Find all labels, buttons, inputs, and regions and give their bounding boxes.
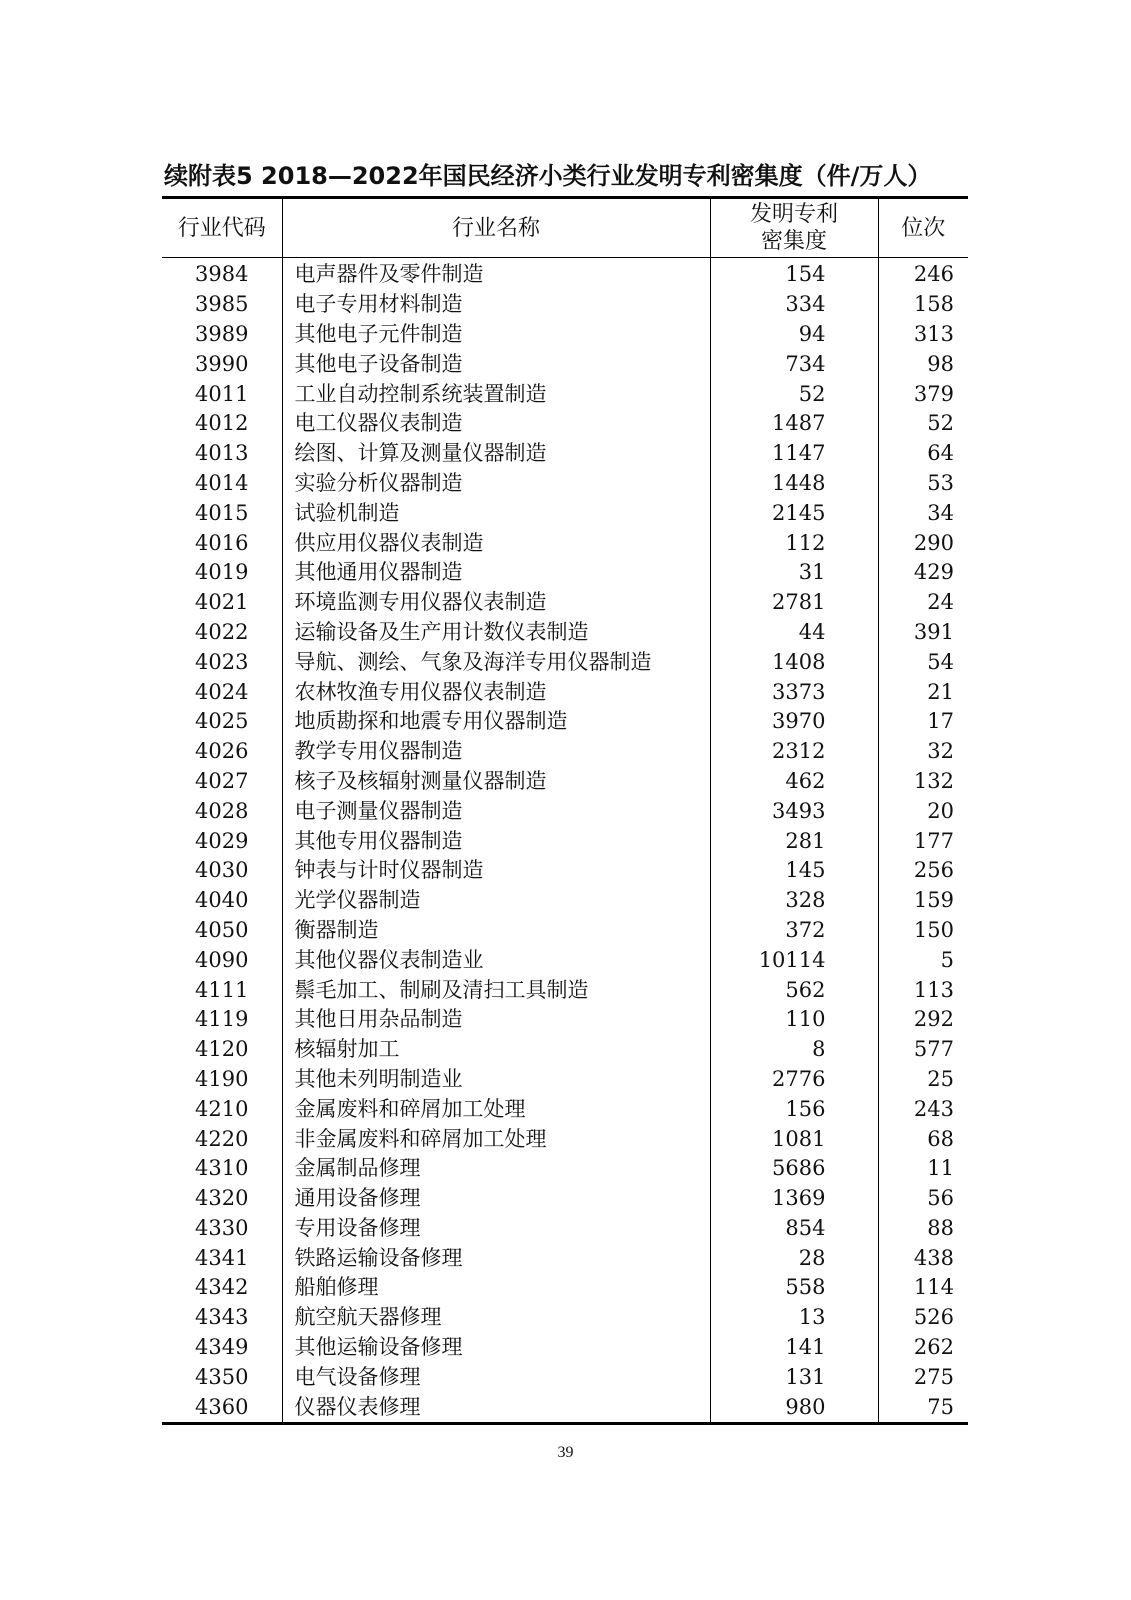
cell-industry-name: 工业自动控制系统装置制造 [282,379,710,409]
table-row [162,409,968,439]
table-row [162,1243,968,1273]
table-row [162,469,968,499]
cell-rank: 246 [913,262,954,287]
table-row [162,1303,968,1333]
table-row [162,588,968,618]
patent-density-table [162,196,968,1425]
cell-rank: 429 [913,560,954,585]
cell-industry-name: 金属制品修理 [282,1154,710,1184]
table-row [162,320,968,350]
cell-industry-name: 其他仪器仪表制造业 [282,945,710,975]
cell-patent-density: 2312 [710,737,878,767]
cell-rank: 98 [927,351,954,376]
cell-industry-name: 专用设备修理 [282,1214,710,1244]
cell-rank: 11 [927,1156,954,1181]
table-header [162,198,968,258]
cell-industry-code: 4210 [162,1094,282,1124]
cell-industry-code: 4022 [162,618,282,648]
cell-industry-name: 实验分析仪器制造 [282,469,710,499]
cell-industry-code: 3984 [162,258,282,290]
cell-industry-code: 4011 [162,379,282,409]
cell-industry-code: 4050 [162,916,282,946]
cell-patent-density: 1081 [710,1124,878,1154]
cell-patent-density: 328 [710,886,878,916]
cell-industry-name: 电声器件及零件制造 [282,258,710,290]
cell-industry-name: 其他电子设备制造 [282,349,710,379]
cell-industry-name: 其他未列明制造业 [282,1065,710,1095]
cell-patent-density: 854 [710,1214,878,1244]
cell-industry-name: 教学专用仪器制造 [282,737,710,767]
cell-patent-density: 980 [710,1392,878,1423]
table-row [162,1154,968,1184]
cell-rank: 114 [913,1275,954,1300]
table-row [162,737,968,767]
cell-industry-name: 电工仪器仪表制造 [282,409,710,439]
cell-patent-density: 154 [710,258,878,290]
cell-industry-name: 其他电子元件制造 [282,320,710,350]
cell-rank: 159 [913,888,954,913]
cell-rank: 150 [913,917,954,942]
cell-patent-density: 2781 [710,588,878,618]
table-row [162,1065,968,1095]
cell-rank: 132 [913,768,954,793]
cell-patent-density: 281 [710,826,878,856]
cell-patent-density: 5686 [710,1154,878,1184]
cell-industry-name: 试验机制造 [282,498,710,528]
cell-industry-code: 4027 [162,767,282,797]
cell-industry-code: 4026 [162,737,282,767]
cell-industry-name: 导航、测绘、气象及海洋专用仪器制造 [282,647,710,677]
cell-industry-name: 仪器仪表修理 [282,1392,710,1423]
cell-industry-code: 4025 [162,707,282,737]
cell-patent-density: 28 [710,1243,878,1273]
cell-industry-name: 通用设备修理 [282,1184,710,1214]
cell-industry-code: 4016 [162,528,282,558]
header-patent-density-line2: 密集度 [760,229,827,254]
cell-rank: 113 [913,977,954,1002]
cell-patent-density: 13 [710,1303,878,1333]
header-rank: 位次 [878,198,968,258]
cell-patent-density: 156 [710,1094,878,1124]
cell-rank: 438 [913,1245,954,1270]
cell-patent-density: 734 [710,349,878,379]
cell-industry-code: 4320 [162,1184,282,1214]
cell-patent-density: 1487 [710,409,878,439]
table-row [162,1214,968,1244]
cell-industry-code: 4342 [162,1273,282,1303]
cell-rank: 275 [913,1364,954,1389]
cell-industry-name: 电子测量仪器制造 [282,796,710,826]
cell-patent-density: 372 [710,916,878,946]
table-row [162,707,968,737]
cell-industry-name: 绘图、计算及测量仪器制造 [282,439,710,469]
cell-patent-density: 94 [710,320,878,350]
cell-industry-name: 农林牧渔专用仪器仪表制造 [282,677,710,707]
cell-rank: 290 [913,530,954,555]
cell-rank: 177 [913,828,954,853]
cell-patent-density: 8 [710,1035,878,1065]
table-row [162,618,968,648]
cell-industry-code: 4111 [162,975,282,1005]
cell-industry-name: 运输设备及生产用计数仪表制造 [282,618,710,648]
cell-rank: 56 [927,1186,954,1211]
cell-rank: 17 [927,709,954,734]
cell-industry-name: 衡器制造 [282,916,710,946]
cell-patent-density: 1147 [710,439,878,469]
cell-industry-code: 4343 [162,1303,282,1333]
cell-rank: 25 [927,1066,954,1091]
table-row [162,856,968,886]
table-row [162,439,968,469]
cell-industry-name: 电子专用材料制造 [282,290,710,320]
cell-industry-code: 4023 [162,647,282,677]
cell-industry-code: 4090 [162,945,282,975]
cell-industry-name: 地质勘探和地震专用仪器制造 [282,707,710,737]
cell-rank: 20 [927,798,954,823]
cell-patent-density: 10114 [710,945,878,975]
table-row [162,647,968,677]
cell-industry-name: 供应用仪器仪表制造 [282,528,710,558]
header-patent-density-line1: 发明专利 [749,202,838,227]
cell-rank: 313 [913,321,954,346]
table-row [162,1184,968,1214]
cell-patent-density: 2776 [710,1065,878,1095]
cell-rank: 52 [927,411,954,436]
cell-industry-code: 4013 [162,439,282,469]
cell-industry-code: 4190 [162,1065,282,1095]
table-row [162,379,968,409]
header-patent-density [710,198,878,258]
cell-rank: 54 [927,649,954,674]
table-row [162,1273,968,1303]
table-row [162,258,968,290]
cell-industry-code: 3990 [162,349,282,379]
cell-patent-density: 145 [710,856,878,886]
cell-patent-density: 562 [710,975,878,1005]
table-row [162,528,968,558]
cell-rank: 158 [913,292,954,317]
cell-industry-code: 4360 [162,1392,282,1423]
cell-rank: 53 [927,470,954,495]
cell-industry-code: 4220 [162,1124,282,1154]
cell-industry-code: 4341 [162,1243,282,1273]
cell-patent-density: 2145 [710,498,878,528]
cell-industry-name: 核子及核辐射测量仪器制造 [282,767,710,797]
cell-industry-code: 4040 [162,886,282,916]
cell-industry-name: 核辐射加工 [282,1035,710,1065]
table-row [162,1005,968,1035]
cell-patent-density: 1369 [710,1184,878,1214]
cell-patent-density: 3373 [710,677,878,707]
cell-rank: 21 [927,679,954,704]
cell-rank: 34 [927,500,954,525]
cell-industry-code: 4029 [162,826,282,856]
cell-industry-name: 环境监测专用仪器仪表制造 [282,588,710,618]
cell-industry-name: 其他专用仪器制造 [282,826,710,856]
cell-rank: 75 [927,1394,954,1419]
cell-industry-name: 其他通用仪器制造 [282,558,710,588]
cell-industry-code: 3985 [162,290,282,320]
cell-industry-name: 其他运输设备修理 [282,1333,710,1363]
table-row [162,677,968,707]
cell-patent-density: 110 [710,1005,878,1035]
cell-patent-density: 44 [710,618,878,648]
cell-industry-name: 船舶修理 [282,1273,710,1303]
table-row [162,1094,968,1124]
cell-industry-code: 4030 [162,856,282,886]
cell-rank: 379 [913,381,954,406]
cell-rank: 243 [913,1096,954,1121]
cell-rank: 68 [927,1126,954,1151]
cell-industry-name: 非金属废料和碎屑加工处理 [282,1124,710,1154]
cell-patent-density: 3970 [710,707,878,737]
cell-rank: 32 [927,739,954,764]
cell-industry-code: 4021 [162,588,282,618]
cell-industry-code: 4028 [162,796,282,826]
cell-industry-code: 4120 [162,1035,282,1065]
cell-patent-density: 31 [710,558,878,588]
table-row [162,349,968,379]
cell-industry-name: 光学仪器制造 [282,886,710,916]
cell-rank: 5 [940,947,954,972]
cell-industry-code: 4330 [162,1214,282,1244]
table-row [162,1392,968,1423]
cell-industry-name: 金属废料和碎屑加工处理 [282,1094,710,1124]
cell-industry-code: 4014 [162,469,282,499]
cell-industry-code: 4350 [162,1362,282,1392]
table-row [162,767,968,797]
cell-patent-density: 141 [710,1333,878,1363]
cell-patent-density: 334 [710,290,878,320]
table-row [162,1035,968,1065]
cell-patent-density: 112 [710,528,878,558]
cell-patent-density: 131 [710,1362,878,1392]
cell-rank: 64 [927,441,954,466]
cell-rank: 391 [913,619,954,644]
cell-industry-code: 3989 [162,320,282,350]
cell-industry-name: 铁路运输设备修理 [282,1243,710,1273]
table-row [162,1124,968,1154]
table-row [162,1333,968,1363]
table-row [162,290,968,320]
cell-rank: 292 [913,1007,954,1032]
cell-industry-code: 4024 [162,677,282,707]
table-row [162,498,968,528]
table-row [162,886,968,916]
table-row [162,1362,968,1392]
header-industry-name: 行业名称 [282,198,710,258]
cell-rank: 88 [927,1215,954,1240]
cell-rank: 526 [913,1305,954,1330]
cell-industry-code: 4119 [162,1005,282,1035]
cell-rank: 24 [927,590,954,615]
cell-industry-code: 4019 [162,558,282,588]
cell-industry-code: 4310 [162,1154,282,1184]
cell-industry-name: 钟表与计时仪器制造 [282,856,710,886]
page-number: 39 [557,1444,574,1461]
cell-industry-name: 鬃毛加工、制刷及清扫工具制造 [282,975,710,1005]
cell-industry-code: 4349 [162,1333,282,1363]
table-row [162,826,968,856]
table-row [162,558,968,588]
cell-rank: 577 [913,1037,954,1062]
cell-patent-density: 558 [710,1273,878,1303]
cell-industry-name: 其他日用杂品制造 [282,1005,710,1035]
table-row [162,796,968,826]
cell-patent-density: 1408 [710,647,878,677]
cell-rank: 256 [913,858,954,883]
table-row [162,975,968,1005]
cell-rank: 262 [913,1335,954,1360]
table-row [162,916,968,946]
cell-patent-density: 462 [710,767,878,797]
cell-patent-density: 3493 [710,796,878,826]
table-body [162,258,968,1424]
cell-patent-density: 1448 [710,469,878,499]
cell-industry-name: 航空航天器修理 [282,1303,710,1333]
cell-patent-density: 52 [710,379,878,409]
cell-industry-name: 电气设备修理 [282,1362,710,1392]
table-title: 续附表5 2018—2022年国民经济小类行业发明专利密集度（件/万人） [164,162,932,190]
cell-industry-code: 4012 [162,409,282,439]
header-industry-code: 行业代码 [162,198,282,258]
cell-industry-code: 4015 [162,498,282,528]
table-row [162,945,968,975]
